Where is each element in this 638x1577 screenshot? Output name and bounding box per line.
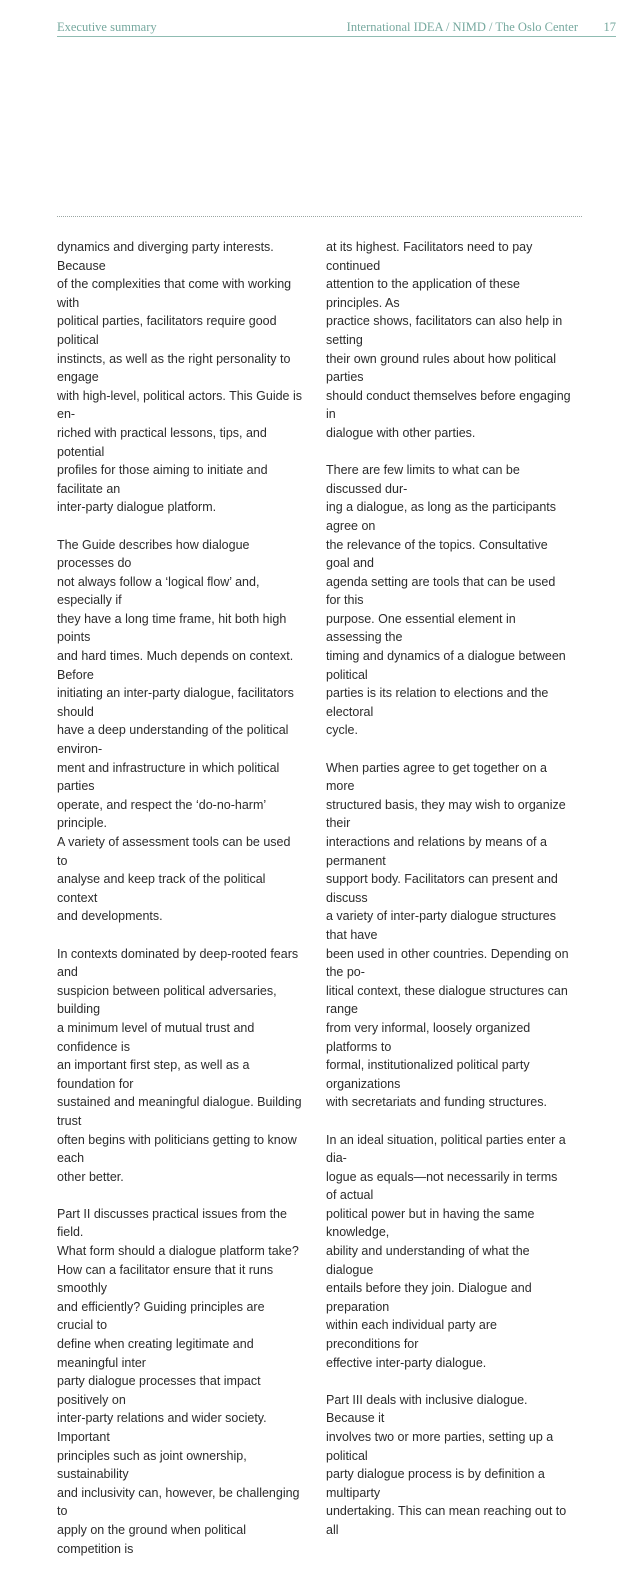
paragraph: In contexts dominated by deep-rooted fears and suspicion between political adversaries, building a minimum level of mutual trust and confidence is an important first step, as well as a foundation for sustained and meaningful dialogue. Building trust often begins with politicians getting to know each other better. xyxy=(57,946,302,1184)
paragraph: When parties agree to get together on a more structured basis, they may wish to organize their interactions and relations by means of a permanent support body. Facilitators can present and discuss a variety of inter-party dialogue structures that have been used in other countries. Depending on the po- litical context, these dialogue structures can range from very informal, loosely organized platforms to formal, institutionalized political party organizations with secretariats and funding structures. xyxy=(326,760,569,1110)
paragraph: dynamics and diverging party interests. Because of the complexities that come with working with political parties, facilitators require good political instincts, as well as the right personality to engage with high-level, political actors. This Guide is en- riched with practical lessons, tips, and potential profiles for those aiming to initiate and facilitate an inter-party dialogue platform. xyxy=(57,240,303,515)
dotted-divider xyxy=(57,216,582,217)
paragraph: There are few limits to what can be discussed dur- ing a dialogue, as long as the participants agree on the relevance of the topics. Consultative goal and agenda setting are tools that can be used for this purpose. One essential element in assessing the timing and dynamics of a dialogue between political parties is its relation to elections and the electoral cycle. xyxy=(326,463,566,738)
page-number: 17 xyxy=(603,20,616,34)
section-title: Executive summary xyxy=(57,20,157,34)
paragraph: at its highest. Facilitators need to pay continued attention to the application of these principles. As practice shows, facilitators can also help in setting their own ground rules about how political parties should conduct themselves before engaging in dialogue with other parties. xyxy=(326,240,571,440)
running-header xyxy=(57,14,616,34)
paragraph: In an ideal situation, political parties enter a dia- logue as equals—not necessarily in terms of actual political power but in having the same knowledge, ability and understanding of what the dialogue entails before they join. Dialogue and preparation within each individual party are preconditions for effective inter-party dialogue. xyxy=(326,1132,566,1370)
paragraph: Part II discusses practical issues from the field. What form should a dialogue platform take? How can a facilitator ensure that it runs smoothly and efficiently? Guiding principles are crucial to define when creating legitimate and meaningful inter party dialogue processes that impact positively on inter-party relations and wider society. Important principles such as joint ownership, sustainability and inclusivity can, however, be challenging to apply on the ground when political competition is xyxy=(57,1206,300,1556)
text-column-left xyxy=(57,238,302,1577)
publisher-line: International IDEA / NIMD / The Oslo Center xyxy=(346,20,578,34)
paragraph: Part III deals with inclusive dialogue. Because it involves two or more parties, setting up a political party dialogue process is by definition a multiparty undertaking. This can mean reaching out to all xyxy=(326,1392,567,1537)
header-divider xyxy=(57,36,616,37)
text-column-right xyxy=(326,238,571,1558)
paragraph: The Guide describes how dialogue processes do not always follow a ‘logical flow’ and, especially if they have a long time frame, hit both high points and hard times. Much depends on context. Before initiating an inter-party dialogue, facilitators should have a deep understanding of the political environ- ment and infrastructure in which political parties operate, and respect the ‘do-no-harm’ principle. A variety of assessment tools can be used to analyse and keep track of the political context and developments. xyxy=(57,537,294,924)
